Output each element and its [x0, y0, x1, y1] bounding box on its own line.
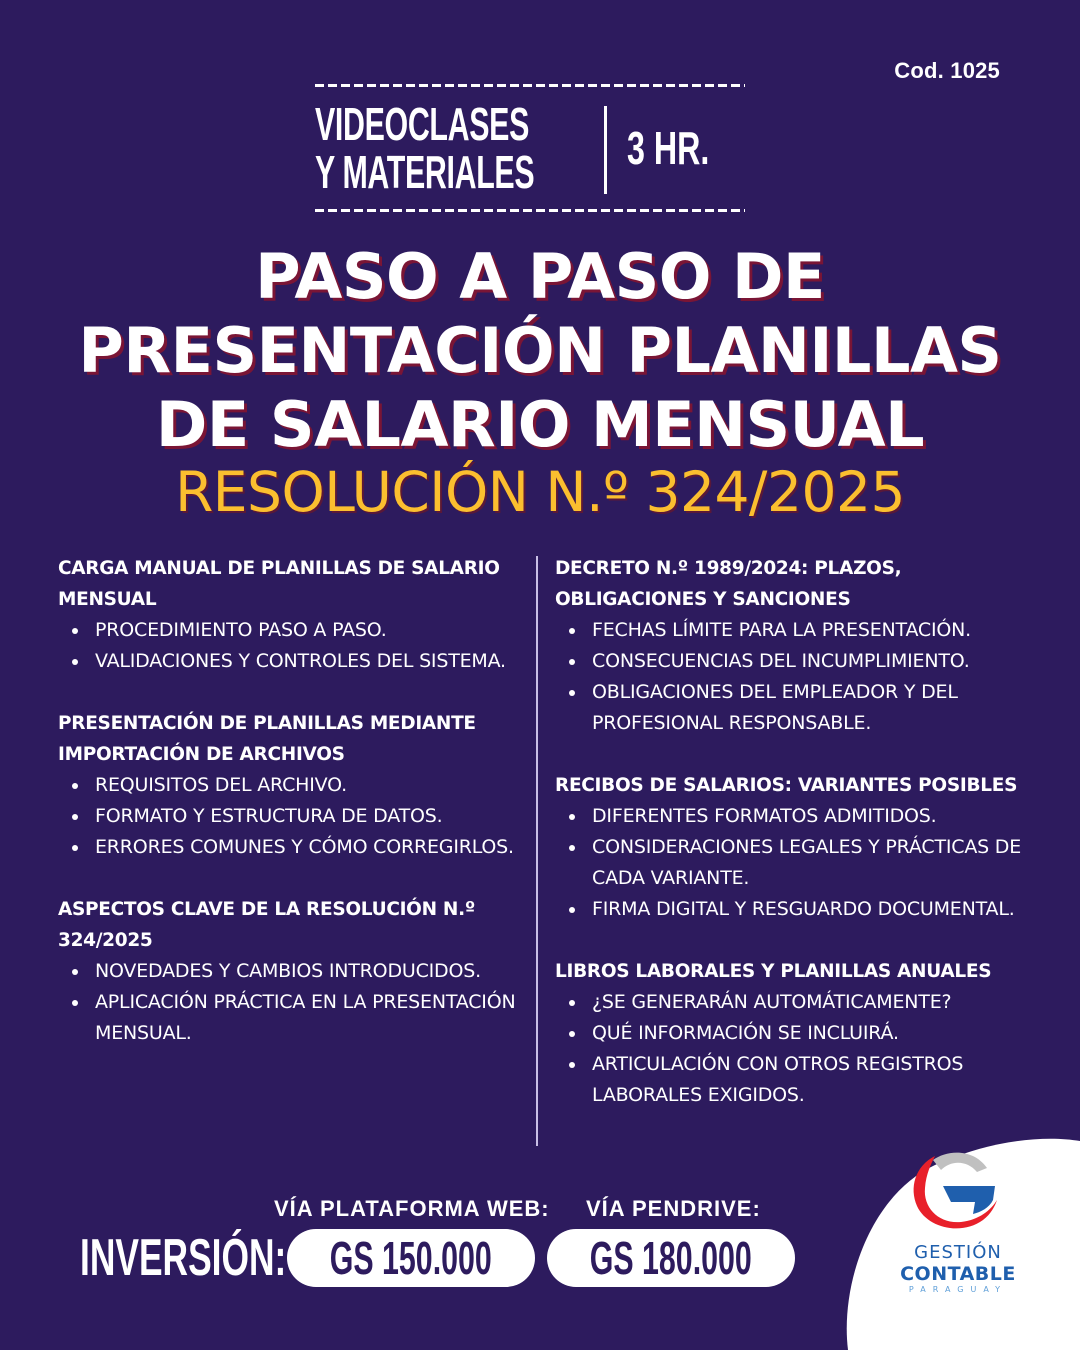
vertical-separator — [604, 106, 607, 194]
column-divider — [536, 556, 538, 1146]
topic-item: ERRORES COMUNES Y CÓMO CORREGIRLOS. — [58, 832, 523, 863]
topic-section — [58, 708, 523, 863]
web-price: GS 150.000 — [329, 1232, 493, 1284]
topic-section — [58, 894, 523, 1049]
format-line-1: VIDEOCLASES — [315, 98, 529, 150]
topic-item: QUÉ INFORMACIÓN SE INCLUIRÁ. — [555, 1018, 1035, 1049]
bullet-icon — [569, 907, 575, 913]
topic-item: REQUISITOS DEL ARCHIVO. — [58, 770, 523, 801]
bullet-icon — [569, 814, 575, 820]
bullet-icon — [569, 845, 575, 851]
logo-text-paraguay: PARAGUAY — [908, 1285, 1008, 1294]
duration-label: 3 HR. — [627, 122, 710, 174]
title-line-2: PRESENTACIÓN PLANILLAS — [78, 314, 1002, 387]
topic-heading: DECRETO N.º 1989/2024: PLAZOS, OBLIGACIONES Y SANCIONES — [555, 558, 902, 610]
topic-item: PROCEDIMIENTO PASO A PASO. — [58, 615, 523, 646]
topic-item: DIFERENTES FORMATOS ADMITIDOS. — [555, 801, 1035, 832]
topic-item: APLICACIÓN PRÁCTICA EN LA PRESENTACIÓN MENSUAL. — [58, 987, 523, 1049]
bullet-icon — [72, 969, 78, 975]
bullet-icon — [72, 783, 78, 789]
topic-heading: LIBROS LABORALES Y PLANILLAS ANUALES — [555, 961, 992, 982]
bullet-icon — [569, 659, 575, 665]
bullet-icon — [569, 628, 575, 634]
topic-item: FECHAS LÍMITE PARA LA PRESENTACIÓN. — [555, 615, 1035, 646]
bullet-icon — [569, 1000, 575, 1006]
topic-item: OBLIGACIONES DEL EMPLEADOR Y DEL PROFESIONAL RESPONSABLE. — [555, 677, 1035, 739]
topic-item: VALIDACIONES Y CONTROLES DEL SISTEMA. — [58, 646, 523, 677]
bullet-icon — [569, 1062, 575, 1068]
topic-item: ARTICULACIÓN CON OTROS REGISTROS LABORALES EXIGIDOS. — [555, 1049, 1035, 1111]
topic-section — [58, 553, 523, 677]
bullet-icon — [569, 1031, 575, 1037]
topic-item: FORMATO Y ESTRUCTURA DE DATOS. — [58, 801, 523, 832]
bullet-icon — [72, 628, 78, 634]
web-price-label: VÍA PLATAFORMA WEB: — [274, 1196, 550, 1221]
topic-item: CONSECUENCIAS DEL INCUMPLIMIENTO. — [555, 646, 1035, 677]
left-column — [58, 553, 523, 1080]
bullet-icon — [72, 659, 78, 665]
topic-heading: RECIBOS DE SALARIOS: VARIANTES POSIBLES — [555, 775, 1018, 796]
topic-heading: ASPECTOS CLAVE DE LA RESOLUCIÓN N.º 324/2025 — [58, 899, 475, 951]
dashed-divider-top — [315, 84, 745, 87]
pendrive-price-label: VÍA PENDRIVE: — [586, 1196, 761, 1221]
topic-section — [555, 553, 1035, 739]
bullet-icon — [72, 1000, 78, 1006]
dashed-divider-bottom — [315, 209, 745, 212]
format-badge — [315, 84, 745, 214]
topic-item: CONSIDERACIONES LEGALES Y PRÁCTICAS DE CADA VARIANTE. — [555, 832, 1035, 894]
page-title — [0, 240, 1080, 462]
topic-item: FIRMA DIGITAL Y RESGUARDO DOCUMENTAL. — [555, 894, 1035, 925]
format-label — [315, 100, 534, 196]
topic-item: ¿SE GENERARÁN AUTOMÁTICAMENTE? — [555, 987, 1035, 1018]
resolution-subtitle: RESOLUCIÓN N.º 324/2025 — [175, 460, 905, 524]
investment-label: INVERSIÓN: — [80, 1229, 287, 1287]
pendrive-price: GS 180.000 — [589, 1232, 753, 1284]
topic-heading: PRESENTACIÓN DE PLANILLAS MEDIANTE IMPORTACIÓN DE ARCHIVOS — [58, 713, 476, 765]
pendrive-price-pill — [547, 1229, 795, 1287]
logo-text-contable: CONTABLE — [900, 1263, 1016, 1285]
bullet-icon — [569, 690, 575, 696]
topic-section — [555, 770, 1035, 925]
format-line-2: Y MATERIALES — [315, 146, 535, 198]
g-logo-icon — [895, 1148, 1015, 1238]
title-line-1: PASO A PASO DE — [255, 240, 825, 313]
web-price-pill — [287, 1229, 535, 1287]
title-line-3: DE SALARIO MENSUAL — [155, 388, 925, 461]
topic-item: NOVEDADES Y CAMBIOS INTRODUCIDOS. — [58, 956, 523, 987]
right-column — [555, 553, 1035, 1142]
topic-section — [555, 956, 1035, 1111]
bullet-icon — [72, 814, 78, 820]
course-code: Cod. 1025 — [894, 58, 1000, 83]
bullet-icon — [72, 845, 78, 851]
topic-heading: CARGA MANUAL DE PLANILLAS DE SALARIO MENSUAL — [58, 558, 500, 610]
logo-text-gestion: GESTIÓN — [914, 1242, 1002, 1263]
